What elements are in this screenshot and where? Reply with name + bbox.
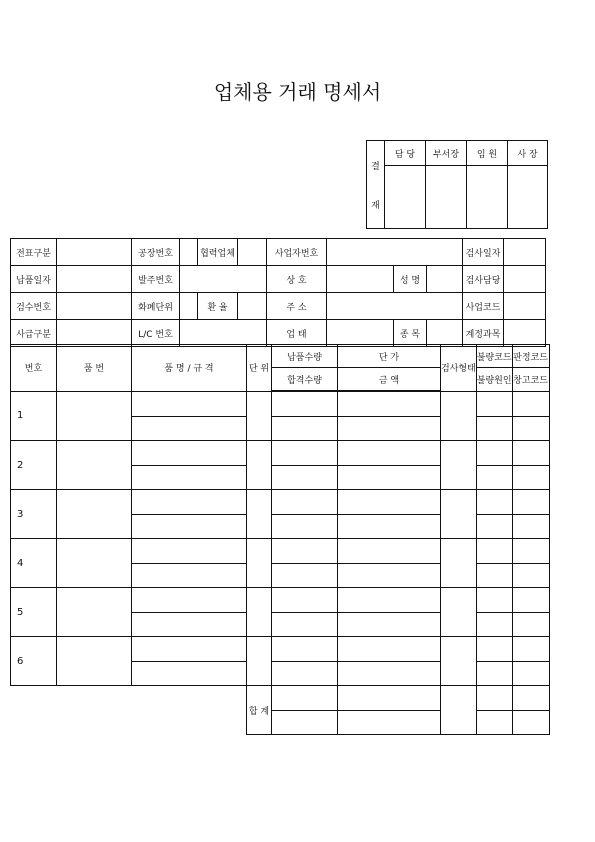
label-business-no: 사업자번호: [267, 239, 327, 266]
total-amount[interactable]: [338, 710, 441, 735]
field-rep-name[interactable]: [427, 266, 463, 293]
field-plant-no[interactable]: [180, 239, 198, 266]
header-name-spec: 품 명 / 규 격: [132, 345, 247, 392]
cell-unit-price[interactable]: [338, 637, 441, 662]
cell-defect-code[interactable]: [476, 441, 512, 466]
label-partner: 협력업체: [198, 239, 238, 266]
cell-accepted-qty[interactable]: [272, 514, 338, 539]
cell-accepted-qty[interactable]: [272, 416, 338, 441]
approval-col-president: 사 장: [508, 141, 548, 166]
cell-name[interactable]: [132, 539, 247, 564]
header-warehouse-code: 창고코드: [512, 368, 549, 392]
cell-amount[interactable]: [338, 661, 441, 686]
cell-warehouse-code[interactable]: [512, 416, 549, 441]
total-spacer: [11, 686, 247, 735]
cell-part-no[interactable]: [57, 441, 132, 490]
cell-defect-code[interactable]: [476, 539, 512, 564]
field-address[interactable]: [327, 293, 463, 320]
page-title: 업체용 거래 명세서: [213, 80, 382, 104]
cell-spec[interactable]: [132, 465, 247, 490]
cell-judgement-code[interactable]: [512, 490, 549, 515]
cell-spec[interactable]: [132, 563, 247, 588]
cell-unit-price[interactable]: [338, 490, 441, 515]
cell-delivered-qty[interactable]: [272, 588, 338, 613]
cell-name[interactable]: [132, 637, 247, 662]
field-delivery-date[interactable]: [57, 266, 132, 293]
header-part-no: 품 번: [57, 345, 132, 392]
total-judgement-code[interactable]: [512, 686, 549, 711]
row-number: 6: [11, 637, 57, 686]
cell-accepted-qty[interactable]: [272, 465, 338, 490]
field-inspection-no[interactable]: [57, 293, 132, 320]
field-business-type[interactable]: [327, 320, 394, 347]
row-number: 5: [11, 588, 57, 637]
cell-defect-reason[interactable]: [476, 563, 512, 588]
total-label: 합 계: [247, 686, 272, 735]
label-order-no: 발주번호: [132, 266, 180, 293]
cell-warehouse-code[interactable]: [512, 661, 549, 686]
label-account: 계정과목: [463, 320, 504, 347]
header-unit-price: 단 가: [338, 345, 441, 368]
field-voucher-type[interactable]: [57, 239, 132, 266]
cell-defect-code[interactable]: [476, 490, 512, 515]
label-supply-type: 사급구분: [11, 320, 57, 347]
field-order-no[interactable]: [180, 266, 267, 293]
total-defect-reason[interactable]: [476, 710, 512, 735]
cell-inspection[interactable]: [441, 441, 477, 490]
cell-part-no[interactable]: [57, 637, 132, 686]
field-inspector[interactable]: [504, 266, 546, 293]
approval-sign-executive[interactable]: [467, 166, 508, 229]
cell-spec[interactable]: [132, 661, 247, 686]
cell-spec[interactable]: [132, 514, 247, 539]
label-currency: 화폐단위: [132, 293, 180, 320]
cell-judgement-code[interactable]: [512, 391, 549, 416]
cell-inspection[interactable]: [441, 490, 477, 539]
field-business-item[interactable]: [427, 320, 463, 347]
cell-warehouse-code[interactable]: [512, 563, 549, 588]
header-accepted-qty: 합격수량: [272, 368, 338, 392]
cell-warehouse-code[interactable]: [512, 514, 549, 539]
approval-sign-dept-head[interactable]: [426, 166, 467, 229]
approval-side-bottom: 재: [371, 200, 380, 211]
header-defect-reason: 불량원인: [476, 368, 512, 392]
row-number: 2: [11, 441, 57, 490]
label-inspector: 검사담당: [463, 266, 504, 293]
cell-judgement-code[interactable]: [512, 539, 549, 564]
approval-sign-president[interactable]: [508, 166, 548, 229]
cell-defect-reason[interactable]: [476, 612, 512, 637]
label-delivery-date: 납품일자: [11, 266, 57, 293]
cell-defect-reason[interactable]: [476, 661, 512, 686]
cell-defect-reason[interactable]: [476, 416, 512, 441]
cell-judgement-code[interactable]: [512, 441, 549, 466]
header-defect-code: 불량코드: [476, 345, 512, 368]
cell-part-no[interactable]: [57, 391, 132, 441]
field-business-no[interactable]: [327, 239, 463, 266]
cell-unit[interactable]: [247, 490, 272, 539]
cell-inspection[interactable]: [441, 391, 477, 441]
label-exchange-rate: 환 율: [198, 293, 238, 320]
approval-side-top: 결: [371, 161, 380, 172]
approval-side-label: [367, 141, 385, 229]
cell-inspection[interactable]: [441, 588, 477, 637]
approval-col-executive: 임 원: [467, 141, 508, 166]
label-address: 주 소: [267, 293, 327, 320]
cell-unit-price[interactable]: [338, 539, 441, 564]
cell-accepted-qty[interactable]: [272, 612, 338, 637]
field-partner[interactable]: [238, 239, 267, 266]
row-number: 1: [11, 391, 57, 441]
header-delivered-qty: 납품수량: [272, 345, 338, 368]
total-accepted-qty[interactable]: [272, 710, 338, 735]
field-account[interactable]: [504, 320, 546, 347]
total-defect-code[interactable]: [476, 686, 512, 711]
total-inspection[interactable]: [441, 686, 477, 735]
header-unit: 단 위: [247, 345, 272, 392]
label-lc-no: L/C 번호: [132, 320, 180, 347]
cell-unit[interactable]: [247, 539, 272, 588]
cell-part-no[interactable]: [57, 588, 132, 637]
cell-inspection[interactable]: [441, 637, 477, 686]
cell-name[interactable]: [132, 588, 247, 613]
label-plant-no: 공장번호: [132, 239, 180, 266]
cell-amount[interactable]: [338, 465, 441, 490]
cell-delivered-qty[interactable]: [272, 490, 338, 515]
cell-amount[interactable]: [338, 416, 441, 441]
cell-delivered-qty[interactable]: [272, 441, 338, 466]
cell-unit[interactable]: [247, 441, 272, 490]
label-business-item: 종 목: [394, 320, 427, 347]
label-inspection-date: 검사일자: [463, 239, 504, 266]
field-exchange-rate[interactable]: [238, 293, 267, 320]
label-rep-name: 성 명: [394, 266, 427, 293]
field-business-code[interactable]: [504, 293, 546, 320]
header-judgement-code: 판정코드: [512, 345, 549, 368]
label-business-type: 업 태: [267, 320, 327, 347]
cell-judgement-code[interactable]: [512, 588, 549, 613]
field-currency[interactable]: [180, 293, 198, 320]
cell-defect-reason[interactable]: [476, 514, 512, 539]
cell-amount[interactable]: [338, 612, 441, 637]
cell-unit-price[interactable]: [338, 391, 441, 416]
cell-spec[interactable]: [132, 612, 247, 637]
total-delivered-qty[interactable]: [272, 686, 338, 711]
field-company-name[interactable]: [327, 266, 394, 293]
cell-defect-code[interactable]: [476, 588, 512, 613]
cell-name[interactable]: [132, 441, 247, 466]
row-number: 3: [11, 490, 57, 539]
field-lc-no[interactable]: [180, 320, 267, 347]
label-company-name: 상 호: [267, 266, 327, 293]
field-inspection-date[interactable]: [504, 239, 546, 266]
cell-defect-code[interactable]: [476, 637, 512, 662]
info-table: [10, 238, 546, 347]
items-table: [10, 344, 550, 735]
header-amount: 금 액: [338, 368, 441, 392]
approval-col-manager: 담 당: [385, 141, 426, 166]
cell-name[interactable]: [132, 490, 247, 515]
approval-box: [366, 140, 548, 229]
label-business-code: 사업코드: [463, 293, 504, 320]
total-unit-price[interactable]: [338, 686, 441, 711]
cell-name[interactable]: [132, 391, 247, 416]
cell-amount[interactable]: [338, 563, 441, 588]
header-inspection-type: 검사형태: [441, 345, 477, 392]
cell-warehouse-code[interactable]: [512, 465, 549, 490]
cell-judgement-code[interactable]: [512, 637, 549, 662]
cell-unit[interactable]: [247, 637, 272, 686]
cell-unit[interactable]: [247, 391, 272, 441]
cell-delivered-qty[interactable]: [272, 637, 338, 662]
total-warehouse-code[interactable]: [512, 710, 549, 735]
cell-unit-price[interactable]: [338, 441, 441, 466]
cell-delivered-qty[interactable]: [272, 391, 338, 416]
cell-inspection[interactable]: [441, 539, 477, 588]
cell-defect-code[interactable]: [476, 391, 512, 416]
label-voucher-type: 전표구분: [11, 239, 57, 266]
cell-amount[interactable]: [338, 514, 441, 539]
approval-col-dept-head: 부서장: [426, 141, 467, 166]
header-no: 번호: [11, 345, 57, 392]
cell-unit-price[interactable]: [338, 588, 441, 613]
label-inspection-no: 검수번호: [11, 293, 57, 320]
cell-unit[interactable]: [247, 588, 272, 637]
row-number: 4: [11, 539, 57, 588]
cell-accepted-qty[interactable]: [272, 661, 338, 686]
cell-accepted-qty[interactable]: [272, 563, 338, 588]
cell-delivered-qty[interactable]: [272, 539, 338, 564]
cell-spec[interactable]: [132, 416, 247, 441]
cell-part-no[interactable]: [57, 539, 132, 588]
approval-sign-manager[interactable]: [385, 166, 426, 229]
cell-warehouse-code[interactable]: [512, 612, 549, 637]
cell-defect-reason[interactable]: [476, 465, 512, 490]
cell-part-no[interactable]: [57, 490, 132, 539]
field-supply-type[interactable]: [57, 320, 132, 347]
